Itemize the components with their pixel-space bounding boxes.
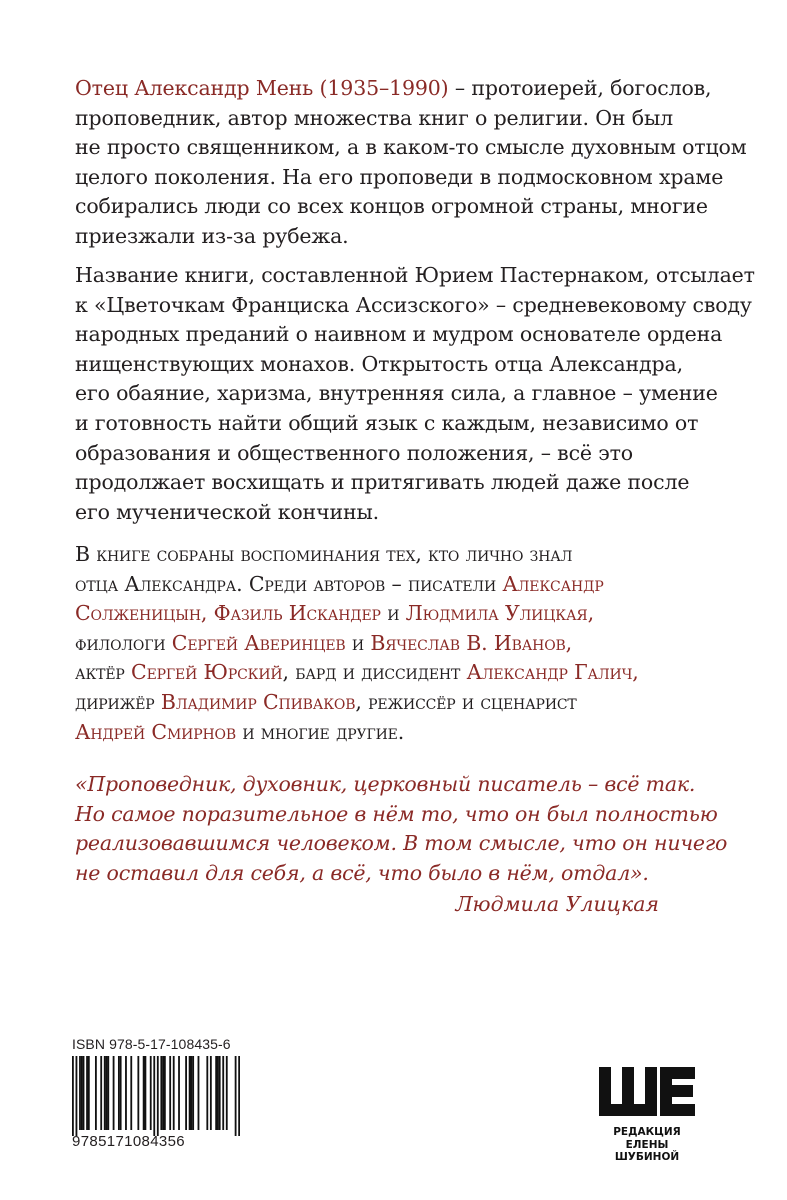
contributor-name: Сергей Юрский: [131, 660, 283, 685]
contributors-line-7: [75, 718, 715, 748]
barcode-bar: [189, 1056, 191, 1130]
description-line: нищенствующих монахов. Открытость отца Александра,: [75, 351, 683, 376]
intro-paragraph: [75, 74, 747, 252]
contributor-name: Владимир Спиваков: [160, 689, 356, 714]
barcode-bar: [150, 1056, 152, 1130]
barcode-bar: [88, 1056, 90, 1130]
quote-line: не оставил для себя, а всё, что было в нём, отдал».: [75, 860, 649, 885]
intro-line-5: собирались люди со всех концов огромной страны, многие: [75, 194, 708, 219]
barcode-bar: [215, 1056, 217, 1130]
barcode-bar: [83, 1056, 85, 1130]
barcode-bar: [226, 1056, 228, 1130]
barcode-bar: [137, 1056, 139, 1130]
contributors-text: и: [345, 630, 371, 655]
description-line: образования и общественного положения, – всё это: [75, 440, 633, 465]
publisher-logo: [598, 1064, 696, 1163]
barcode-bar: [219, 1056, 221, 1130]
barcode-bar: [210, 1056, 212, 1130]
isbn-barcode: [72, 1036, 240, 1153]
barcode-bar: [173, 1056, 175, 1130]
contributor-name: Солженицын, Фазиль Искандер: [75, 601, 381, 626]
barcode-bar: [145, 1056, 147, 1130]
barcode-bar: [81, 1056, 83, 1130]
publisher-name-line-2: ЕЛЕНЫ ШУБИНОЙ: [614, 1138, 680, 1163]
contributors-line-4: [75, 629, 715, 659]
barcode-bar: [162, 1056, 164, 1130]
intro-line-2: проповедник, автор множества книг о религии. Он был: [75, 105, 674, 130]
barcode-bar: [72, 1056, 74, 1136]
description-line: его мученической кончины.: [75, 499, 380, 524]
intro-line-3: не просто священником, а в каком-то смысле духовным отцом: [75, 135, 747, 160]
barcode-bar: [178, 1056, 180, 1130]
barcode-bar: [104, 1056, 106, 1130]
contributors-text: и многие другие.: [236, 719, 405, 744]
barcode-bar: [169, 1056, 171, 1130]
barcode-bar: [79, 1056, 81, 1130]
book-description-paragraph: [75, 261, 755, 527]
barcode-bar: [107, 1056, 109, 1130]
description-line: его обаяние, харизма, внутренняя сила, а главное – умение: [75, 381, 718, 406]
contributors-text: отца Александра. Среди авторов – писатели: [75, 571, 503, 596]
barcode-bar: [206, 1056, 208, 1130]
contributors-text: дирижёр: [75, 689, 161, 714]
barcode-bar: [235, 1056, 237, 1136]
description-line: к «Цветочкам Франциска Ассизского» – средневековому своду: [75, 292, 752, 317]
intro-line-1: [75, 74, 715, 104]
barcode-bar: [120, 1056, 122, 1130]
barcode-bar: [125, 1056, 127, 1130]
contributor-name: Сергей Аверинцев: [171, 630, 346, 655]
barcode-bars: [72, 1056, 240, 1136]
barcode-bar: [143, 1056, 145, 1130]
description-line: и готовность найти общий язык с каждым, независимо от: [75, 410, 699, 435]
contributor-name: Александр Галич,: [466, 660, 639, 685]
barcode-bar: [190, 1056, 192, 1130]
contributors-line-3: [75, 599, 715, 629]
contributors-text: филологи: [75, 630, 172, 655]
publisher-name: [592, 1126, 702, 1164]
barcode-bar: [130, 1056, 132, 1130]
contributors-line-5: [75, 658, 715, 688]
contributor-name: Александр: [502, 571, 604, 596]
barcode-bar: [217, 1056, 219, 1130]
intro-line-1-rest: – протоиерей, богослов,: [448, 76, 712, 100]
barcode-bar: [86, 1056, 88, 1130]
barcode-digits: 9785171084356: [72, 1133, 185, 1150]
barcode-bar: [192, 1056, 194, 1130]
quote-author: Людмила Улицкая: [455, 892, 659, 916]
quote-line: реализовавшимся человеком. В том смысле, что он ничего: [75, 831, 728, 856]
blurb-quote: [75, 770, 728, 888]
contributors-line-2: [75, 570, 715, 600]
barcode-bar: [153, 1056, 155, 1136]
author-name-highlight: Отец Александр Мень (1935–1990): [75, 76, 449, 100]
contributors-text: и: [380, 601, 406, 626]
barcode-bar: [118, 1056, 120, 1130]
barcode-bar: [76, 1056, 78, 1136]
intro-line-6: приезжали из-за рубежа.: [75, 223, 349, 248]
description-line: Название книги, составленной Юрием Пастернаком, отсылает: [75, 263, 755, 287]
quote-line: «Проповедник, духовник, церковный писатель – всё так.: [75, 772, 696, 796]
quote-line: Но самое поразительное в нём то, что он был полностью: [75, 801, 718, 826]
barcode-bar: [222, 1056, 224, 1130]
barcode-bar: [157, 1056, 159, 1136]
contributors-line-1: В книге собраны воспоминания тех, кто лично знал: [75, 542, 573, 566]
description-line: продолжает восхищать и притягивать людей даже после: [75, 470, 690, 495]
barcode-bar: [95, 1056, 97, 1130]
barcode-bar: [100, 1056, 102, 1130]
barcode-bar: [106, 1056, 108, 1130]
contributors-paragraph: [75, 540, 715, 747]
publisher-name-line-1: РЕДАКЦИЯ: [613, 1126, 681, 1138]
barcode-bar: [185, 1056, 187, 1130]
contributors-text: , бард и диссидент: [282, 660, 467, 685]
barcode-bar: [238, 1056, 240, 1136]
contributor-name: Вячеслав В. Иванов,: [370, 630, 573, 655]
isbn-label: ISBN 978-5-17-108435-6: [72, 1036, 231, 1052]
contributor-name: Андрей Смирнов: [75, 719, 237, 744]
contributors-text: , режиссёр и сценарист: [355, 689, 577, 714]
contributors-text: актёр: [75, 660, 132, 685]
contributors-line-6: [75, 688, 715, 718]
barcode-bar: [160, 1056, 162, 1130]
barcode-bar: [198, 1056, 200, 1130]
publisher-logo-icon: [598, 1064, 696, 1122]
contributor-name: Людмила Улицкая,: [405, 601, 594, 626]
barcode-bar: [164, 1056, 166, 1130]
barcode-bar: [113, 1056, 115, 1130]
intro-line-4: целого поколения. На его проповеди в подмосковном храме: [75, 164, 724, 189]
description-line: народных преданий о наивном и мудром основателе ордена: [75, 322, 723, 347]
